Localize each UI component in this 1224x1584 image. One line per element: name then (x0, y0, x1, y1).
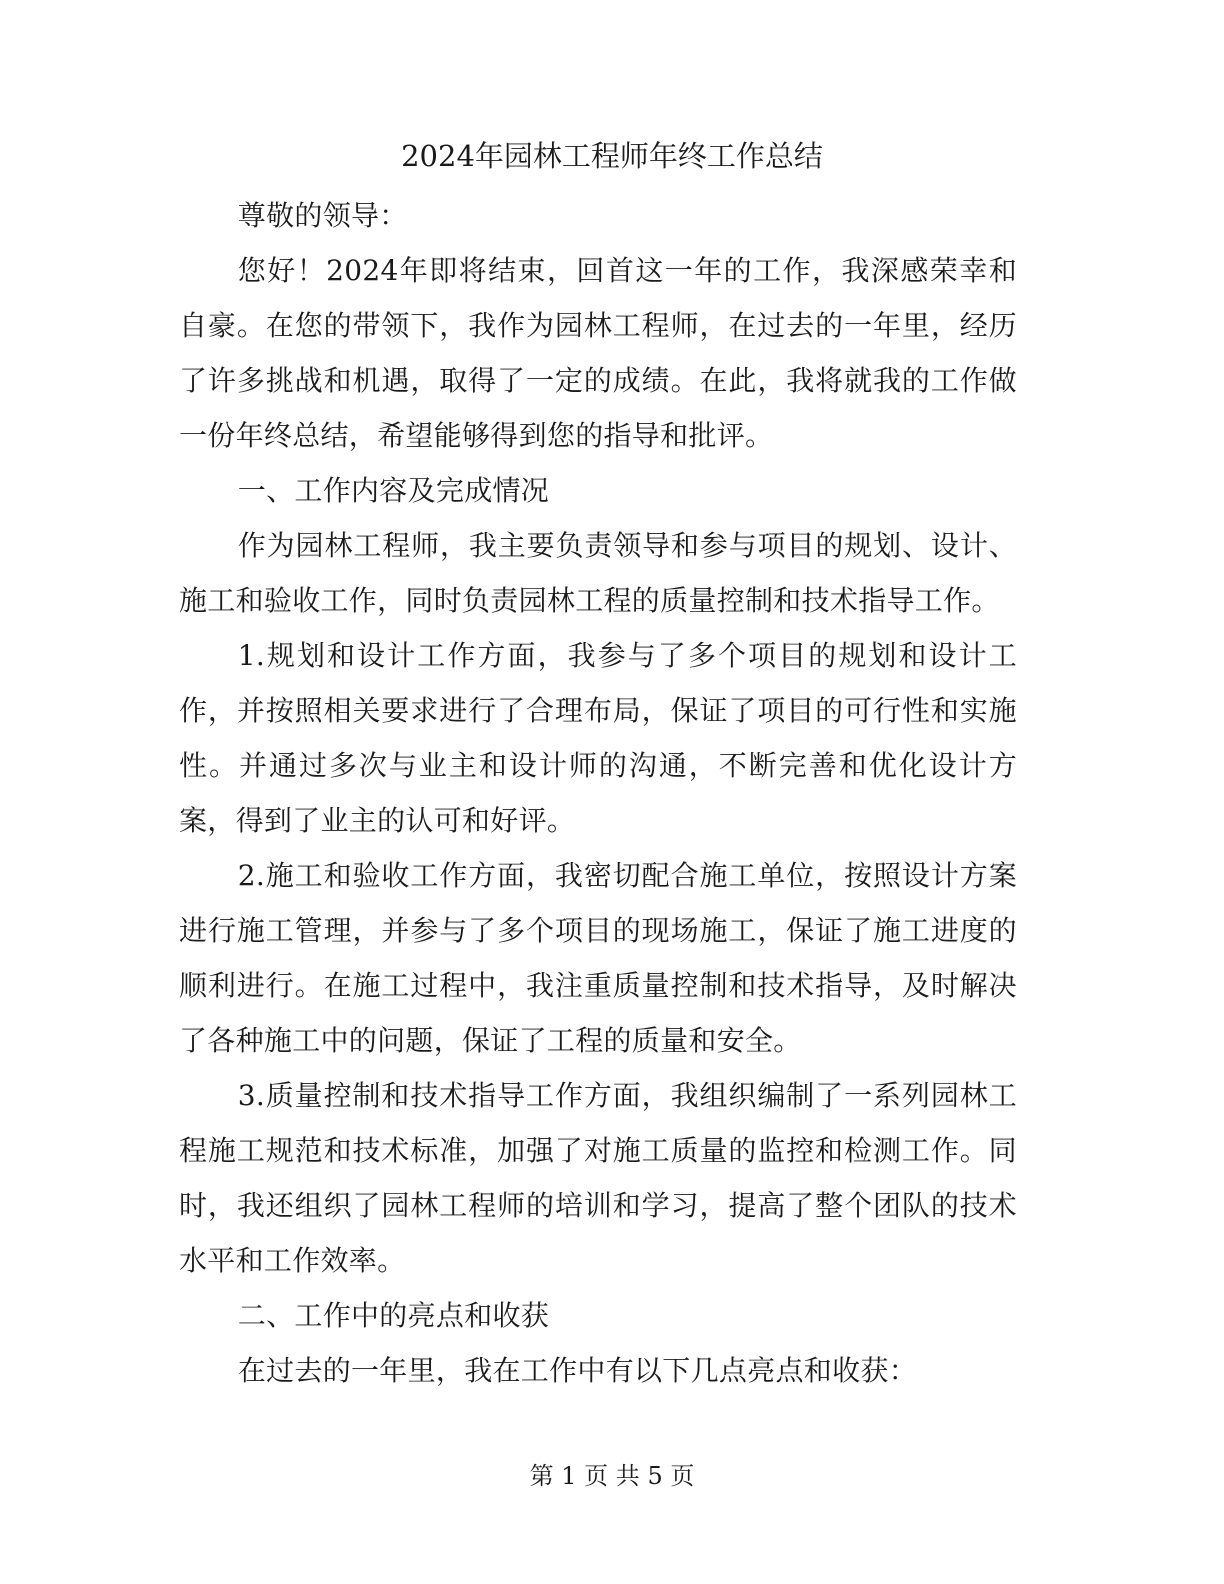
section-heading-2: 二、工作中的亮点和收获 (237, 1299, 550, 1332)
paragraph-highlights-intro: 在过去的一年里，我在工作中有以下几点亮点和收获： (237, 1354, 917, 1387)
section-heading-1: 一、工作内容及完成情况 (237, 474, 550, 507)
page-number-footer: 第 1 页 共 5 页 (529, 1462, 695, 1490)
paragraph-item-3: 3.质量控制和技术指导工作方面，我组织编制了一系列园林工程施工规范和技术标准，加强了对施工质量的监控和检测工作。同时，我还组织了园林工程师的培训和学习，提高了整个团队的技术水平和工作效率。 (179, 1079, 1017, 1277)
paragraph-item-2: 2.施工和验收工作方面，我密切配合施工单位，按照设计方案进行施工管理，并参与了多个项目的现场施工，保证了施工进度的顺利进行。在施工过程中，我注重质量控制和技术指导，及时解决了各种施工中的问题，保证了工程的质量和安全。 (179, 859, 1017, 1057)
document-title: 2024年园林工程师年终工作总结 (401, 139, 823, 173)
paragraph-responsibilities: 作为园林工程师，我主要负责领导和参与项目的规划、设计、施工和验收工作，同时负责园林工程的质量控制和技术指导工作。 (179, 529, 1017, 617)
salutation: 尊敬的领导： (237, 199, 408, 232)
paragraph-intro: 您好！2024年即将结束，回首这一年的工作，我深感荣幸和自豪。在您的带领下，我作为园林工程师，在过去的一年里，经历了许多挑战和机遇，取得了一定的成绩。在此，我将就我的工作做一份年终总结，希望能够得到您的指导和批评。 (179, 254, 1017, 452)
paragraph-item-1: 1.规划和设计工作方面，我参与了多个项目的规划和设计工作，并按照相关要求进行了合理布局，保证了项目的可行性和实施性。并通过多次与业主和设计师的沟通，不断完善和优化设计方案，得到了业主的认可和好评。 (179, 639, 1017, 837)
document-body (179, 188, 1017, 1398)
